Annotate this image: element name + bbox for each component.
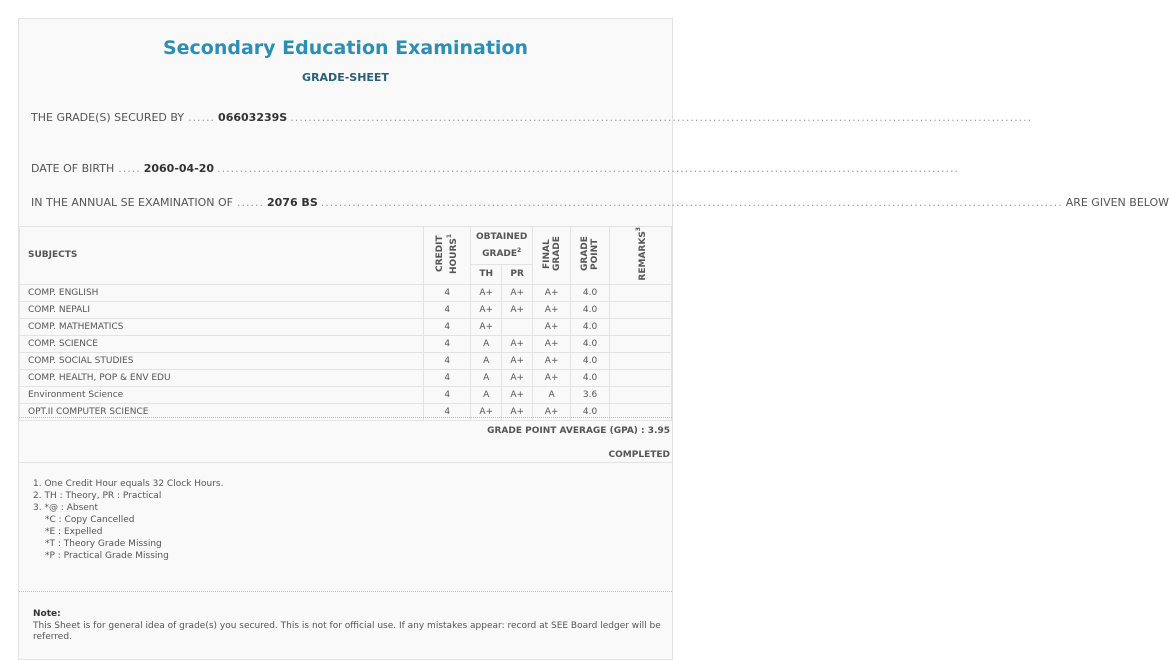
- subject-cell: COMP. ENGLISH: [20, 284, 424, 301]
- grade-point-label: GRADE POINT: [580, 236, 601, 272]
- table-row: [20, 369, 672, 386]
- pr-grade-cell: A+: [502, 284, 533, 301]
- th-grade-cell: A+: [471, 301, 502, 318]
- subject-cell: COMP. NEPALI: [20, 301, 424, 318]
- grade-point-cell: 4.0: [571, 335, 610, 352]
- credit-hours-cell: 4: [424, 301, 471, 318]
- subject-cell: COMP. SOCIAL STUDIES: [20, 352, 424, 369]
- pr-grade-cell: A+: [502, 335, 533, 352]
- pr-grade-cell: A+: [502, 403, 533, 420]
- table-bottom-divider: [19, 417, 672, 418]
- secured-by-line: [31, 111, 1033, 124]
- exam-label: IN THE ANNUAL SE EXAMINATION OF: [31, 196, 233, 209]
- grade-point-cell: 4.0: [571, 352, 610, 369]
- note-subitem: *T : Theory Grade Missing: [45, 539, 162, 549]
- remarks-cell: [610, 369, 672, 386]
- dob-line: [31, 162, 960, 175]
- leader-dots: ......: [237, 196, 264, 209]
- table-row: [20, 284, 672, 301]
- th-grade-cell: A+: [471, 284, 502, 301]
- credit-hours-cell: 4: [424, 335, 471, 352]
- grade-point-cell: 4.0: [571, 318, 610, 335]
- remarks-sup: 3: [634, 227, 642, 232]
- credit-hours-cell: 4: [424, 403, 471, 420]
- footer-note-title: Note:: [33, 609, 61, 619]
- remarks-cell: [610, 318, 672, 335]
- credit-hours-cell: 4: [424, 386, 471, 403]
- remarks-cell: [610, 352, 672, 369]
- note-subitem: *E : Expelled: [45, 527, 103, 537]
- given-below-label: ARE GIVEN BELOW: [1065, 196, 1169, 209]
- pr-grade-cell: A+: [502, 369, 533, 386]
- credit-hours-cell: 4: [424, 318, 471, 335]
- grade-point-cell: 4.0: [571, 301, 610, 318]
- final-grade-header: [533, 227, 571, 285]
- note-item: 1. One Credit Hour equals 32 Clock Hours.: [33, 479, 224, 489]
- page-title: Secondary Education Examination: [162, 37, 529, 59]
- table-row: [20, 352, 672, 369]
- pr-grade-cell: A+: [502, 301, 533, 318]
- footer-note-text: This Sheet is for general idea of grade(s) you secured. This is not for official use. If any mistakes appear: record at SEE Board ledger will be referred.: [33, 621, 661, 642]
- th-header: TH: [471, 265, 502, 284]
- final-grade-cell: A+: [533, 369, 571, 386]
- pr-grade-cell: A+: [502, 386, 533, 403]
- table-row: [20, 301, 672, 318]
- credit-hours-sup: 1: [446, 233, 454, 238]
- final-grade-cell: A+: [533, 284, 571, 301]
- remarks-cell: [610, 301, 672, 318]
- final-grade-label: FINAL GRADE: [541, 236, 562, 272]
- obtained-grade-header: [471, 227, 533, 265]
- table-row: [20, 335, 672, 352]
- final-grade-cell: A+: [533, 301, 571, 318]
- grades-table: [19, 226, 672, 421]
- note-item: 2. TH : Theory, PR : Practical: [33, 491, 162, 501]
- final-grade-cell: A+: [533, 335, 571, 352]
- exam-year: 2076 BS: [266, 196, 318, 209]
- status-completed: COMPLETED: [608, 450, 670, 460]
- subject-cell: COMP. SCIENCE: [20, 335, 424, 352]
- subject-cell: OPT.II COMPUTER SCIENCE: [20, 403, 424, 420]
- th-grade-cell: A+: [471, 318, 502, 335]
- credit-hours-header: [424, 227, 471, 285]
- credit-hours-cell: 4: [424, 284, 471, 301]
- final-grade-cell: A+: [533, 318, 571, 335]
- secured-label: THE GRADE(S) SECURED BY: [31, 111, 185, 124]
- final-grade-cell: A+: [533, 352, 571, 369]
- grade-point-header: [571, 227, 610, 285]
- credit-hours-cell: 4: [424, 352, 471, 369]
- credit-hours-cell: 4: [424, 369, 471, 386]
- th-grade-cell: A: [471, 335, 502, 352]
- final-grade-cell: A: [533, 386, 571, 403]
- exam-line: [31, 196, 1169, 209]
- leader-dots: .....................................................................................................................................................................: [290, 111, 1033, 124]
- notes-divider: [19, 591, 672, 592]
- grade-point-cell: 3.6: [571, 386, 610, 403]
- subjects-header: SUBJECTS: [20, 227, 424, 285]
- grade-sheet: [18, 18, 1169, 660]
- subject-cell: COMP. HEALTH, POP & ENV EDU: [20, 369, 424, 386]
- th-grade-cell: A: [471, 386, 502, 403]
- note-subitem: *C : Copy Cancelled: [45, 515, 135, 525]
- table-header-row: [20, 227, 672, 265]
- leader-dots: ......: [188, 111, 216, 124]
- pr-grade-cell: A+: [502, 352, 533, 369]
- th-grade-cell: A: [471, 352, 502, 369]
- grade-point-cell: 4.0: [571, 369, 610, 386]
- subject-cell: COMP. MATHEMATICS: [20, 318, 424, 335]
- page-subtitle: GRADE-SHEET: [302, 71, 389, 84]
- dob-value: 2060-04-20: [143, 162, 215, 175]
- remarks-label: REMARKS: [637, 231, 648, 281]
- remarks-header: [610, 227, 672, 285]
- symbol-number: 06603239S: [218, 111, 288, 124]
- table-row: [20, 386, 672, 403]
- table-row: [20, 318, 672, 335]
- note-item: 3. *@ : Absent: [33, 503, 99, 513]
- remarks-cell: [610, 335, 672, 352]
- obtained-grade-label: OBTAINED GRADE: [475, 232, 528, 260]
- credit-hours-label: CREDIT HOURS: [435, 235, 460, 274]
- th-grade-cell: A+: [471, 403, 502, 420]
- gpa-summary: GRADE POINT AVERAGE (GPA) : 3.95: [487, 426, 670, 436]
- final-grade-cell: A+: [533, 403, 571, 420]
- obtained-grade-sup: 2: [517, 247, 522, 255]
- dob-label: DATE OF BIRTH: [31, 162, 115, 175]
- grade-point-cell: 4.0: [571, 284, 610, 301]
- remarks-cell: [610, 284, 672, 301]
- grade-point-cell: 4.0: [571, 403, 610, 420]
- pr-grade-cell: [502, 318, 533, 335]
- subject-cell: Environment Science: [20, 386, 424, 403]
- remarks-cell: [610, 386, 672, 403]
- pr-header: PR: [502, 265, 533, 284]
- th-grade-cell: A: [471, 369, 502, 386]
- note-subitem: *P : Practical Grade Missing: [45, 551, 169, 561]
- leader-dots: .....: [118, 162, 141, 175]
- leader-dots: .....................................................................................................................................................................: [320, 196, 1063, 209]
- leader-dots: .....................................................................................................................................................................: [217, 162, 960, 175]
- legend-notes: [33, 478, 223, 562]
